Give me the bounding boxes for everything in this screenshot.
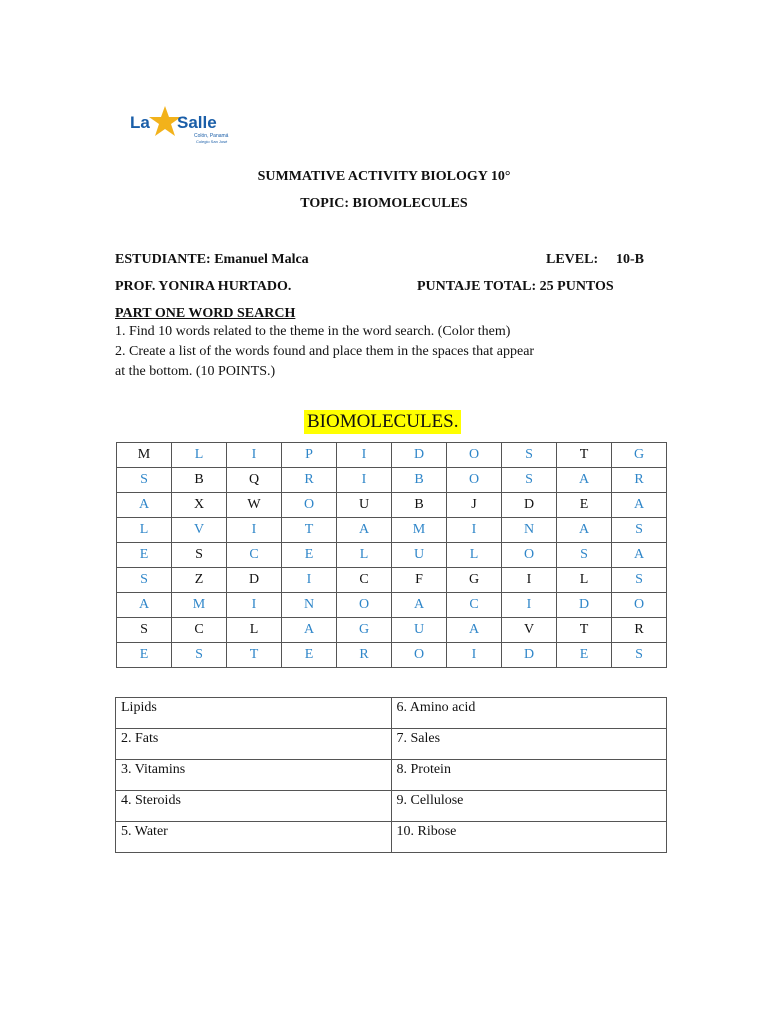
grid-cell: R — [612, 468, 667, 493]
grid-cell: P — [282, 443, 337, 468]
grid-cell: E — [282, 643, 337, 668]
grid-cell: S — [117, 568, 172, 593]
grid-cell: L — [337, 543, 392, 568]
grid-cell: Z — [172, 568, 227, 593]
instruction-1: 1. Find 10 words related to the theme in the word search. (Color them) — [115, 324, 511, 339]
grid-cell: I — [502, 568, 557, 593]
grid-cell: E — [557, 493, 612, 518]
grid-cell: R — [337, 643, 392, 668]
grid-cell: D — [227, 568, 282, 593]
grid-cell: T — [282, 518, 337, 543]
svg-text:Salle: Salle — [177, 113, 217, 132]
grid-cell: I — [227, 443, 282, 468]
grid-cell: A — [612, 493, 667, 518]
grid-cell: S — [502, 468, 557, 493]
answer-cell: 4. Steroids — [116, 791, 392, 822]
grid-cell: S — [502, 443, 557, 468]
grid-cell: C — [172, 618, 227, 643]
grid-cell: A — [117, 493, 172, 518]
level-value: 10-B — [616, 252, 644, 267]
grid-cell: F — [392, 568, 447, 593]
grid-cell: T — [557, 618, 612, 643]
grid-cell: D — [557, 593, 612, 618]
grid-cell: V — [502, 618, 557, 643]
grid-cell: I — [337, 443, 392, 468]
grid-cell: C — [447, 593, 502, 618]
answer-row — [116, 729, 667, 760]
answer-cell: 3. Vitamins — [116, 760, 392, 791]
grid-row — [117, 568, 667, 593]
grid-cell: L — [172, 443, 227, 468]
svg-text:La: La — [130, 113, 150, 132]
instruction-2: 2. Create a list of the words found and place them in the spaces that appear — [115, 344, 535, 359]
grid-cell: C — [227, 543, 282, 568]
grid-cell: M — [172, 593, 227, 618]
grid-cell: Q — [227, 468, 282, 493]
grid-cell: O — [392, 643, 447, 668]
la-salle-logo-icon — [116, 100, 266, 152]
grid-cell: U — [337, 493, 392, 518]
answer-cell: 8. Protein — [391, 760, 667, 791]
grid-cell: C — [337, 568, 392, 593]
svg-text:Colegio San José: Colegio San José — [196, 139, 228, 144]
grid-cell: A — [337, 518, 392, 543]
grid-cell: B — [172, 468, 227, 493]
grid-cell: G — [612, 443, 667, 468]
student-name: ESTUDIANTE: Emanuel Malca — [115, 252, 309, 267]
grid-cell: O — [612, 593, 667, 618]
grid-cell: A — [392, 593, 447, 618]
answer-cell: 2. Fats — [116, 729, 392, 760]
grid-cell: G — [447, 568, 502, 593]
grid-cell: O — [447, 443, 502, 468]
grid-cell: M — [117, 443, 172, 468]
grid-cell: S — [612, 643, 667, 668]
word-search-title: BIOMOLECULES. — [304, 410, 461, 434]
grid-cell: E — [117, 643, 172, 668]
grid-cell: S — [117, 468, 172, 493]
total-score: PUNTAJE TOTAL: 25 PUNTOS — [417, 279, 614, 294]
grid-cell: L — [447, 543, 502, 568]
grid-cell: T — [227, 643, 282, 668]
grid-cell: W — [227, 493, 282, 518]
grid-cell: S — [612, 518, 667, 543]
grid-cell: D — [502, 643, 557, 668]
grid-cell: N — [502, 518, 557, 543]
grid-cell: S — [117, 618, 172, 643]
grid-row — [117, 593, 667, 618]
grid-cell: B — [392, 468, 447, 493]
answer-cell: 7. Sales — [391, 729, 667, 760]
grid-cell: D — [392, 443, 447, 468]
answer-row — [116, 791, 667, 822]
document-title: SUMMATIVE ACTIVITY BIOLOGY 10° — [257, 169, 511, 184]
grid-row — [117, 468, 667, 493]
grid-cell: I — [282, 568, 337, 593]
level-label: LEVEL: — [546, 252, 599, 267]
grid-cell: L — [117, 518, 172, 543]
part-one-heading: PART ONE WORD SEARCH — [115, 306, 296, 321]
document-topic: TOPIC: BIOMOLECULES — [300, 196, 468, 211]
grid-cell: T — [557, 443, 612, 468]
word-search-grid — [116, 442, 667, 668]
grid-cell: G — [337, 618, 392, 643]
grid-cell: B — [392, 493, 447, 518]
answer-row — [116, 822, 667, 853]
answer-cell: 10. Ribose — [391, 822, 667, 853]
grid-cell: U — [392, 543, 447, 568]
grid-cell: A — [612, 543, 667, 568]
grid-cell: L — [557, 568, 612, 593]
answer-cell: Lipids — [116, 698, 392, 729]
grid-cell: D — [502, 493, 557, 518]
grid-cell: X — [172, 493, 227, 518]
grid-cell: A — [447, 618, 502, 643]
grid-cell: E — [117, 543, 172, 568]
grid-row — [117, 443, 667, 468]
grid-row — [117, 518, 667, 543]
grid-cell: A — [557, 518, 612, 543]
answer-cell: 9. Cellulose — [391, 791, 667, 822]
grid-cell: I — [227, 518, 282, 543]
grid-cell: I — [502, 593, 557, 618]
grid-cell: E — [557, 643, 612, 668]
grid-cell: O — [502, 543, 557, 568]
grid-cell: J — [447, 493, 502, 518]
grid-cell: L — [227, 618, 282, 643]
grid-cell: N — [282, 593, 337, 618]
grid-cell: S — [612, 568, 667, 593]
grid-row — [117, 618, 667, 643]
grid-cell: O — [282, 493, 337, 518]
grid-cell: S — [557, 543, 612, 568]
grid-cell: R — [612, 618, 667, 643]
grid-cell: A — [557, 468, 612, 493]
grid-cell: O — [447, 468, 502, 493]
grid-cell: U — [392, 618, 447, 643]
answer-list-table — [115, 697, 667, 853]
answer-row — [116, 760, 667, 791]
grid-cell: S — [172, 643, 227, 668]
grid-cell: S — [172, 543, 227, 568]
grid-cell: V — [172, 518, 227, 543]
grid-cell: M — [392, 518, 447, 543]
grid-cell: I — [447, 643, 502, 668]
answer-row — [116, 698, 667, 729]
grid-row — [117, 643, 667, 668]
grid-cell: R — [282, 468, 337, 493]
grid-cell: I — [447, 518, 502, 543]
answer-cell: 6. Amino acid — [391, 698, 667, 729]
grid-cell: A — [282, 618, 337, 643]
svg-text:Colón, Panamá: Colón, Panamá — [194, 133, 229, 139]
grid-cell: A — [117, 593, 172, 618]
answer-cell: 5. Water — [116, 822, 392, 853]
professor-name: PROF. YONIRA HURTADO. — [115, 279, 292, 294]
grid-row — [117, 543, 667, 568]
grid-cell: I — [227, 593, 282, 618]
grid-cell: I — [337, 468, 392, 493]
grid-cell: E — [282, 543, 337, 568]
instruction-3: at the bottom. (10 POINTS.) — [115, 364, 276, 379]
grid-cell: O — [337, 593, 392, 618]
grid-row — [117, 493, 667, 518]
school-logo — [116, 100, 266, 152]
